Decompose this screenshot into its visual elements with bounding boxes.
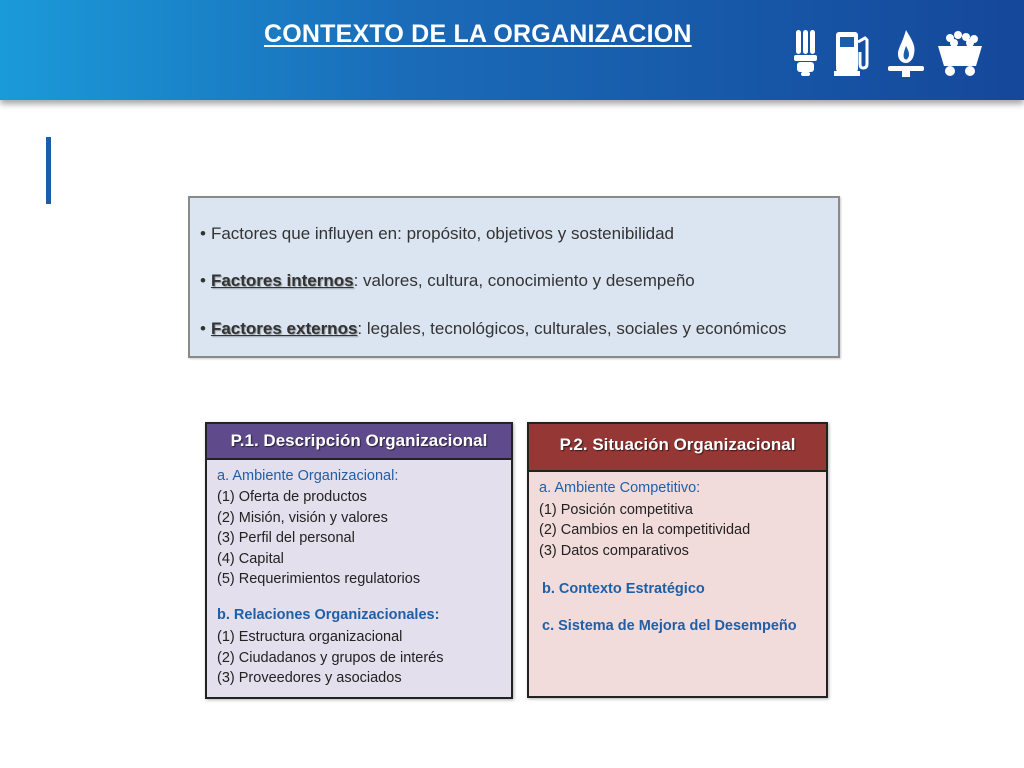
p1-item-b1: (1) Estructura organizacional xyxy=(217,629,403,645)
factor-key: Factores internos xyxy=(210,271,354,290)
p2-item-a2: (2) Cambios en la competitividad xyxy=(539,522,751,538)
light-bulb-icon xyxy=(790,28,820,78)
p1-item-a5: (5) Requerimientos regulatorios xyxy=(217,571,421,587)
p1-title: P.1. Descripción Organizacional xyxy=(207,424,511,460)
page-title: CONTEXTO DE LA ORGANIZACION xyxy=(264,20,692,48)
p1-item-a2: (2) Misión, visión y valores xyxy=(217,510,388,526)
p1-item-b3: (3) Proveedores y asociados xyxy=(217,670,402,686)
p2-section-c: c. Sistema de Mejora del Desempeño xyxy=(542,618,797,634)
bullet: • xyxy=(200,319,206,338)
p2-item-a3: (3) Datos comparativos xyxy=(539,543,689,559)
p1-item-a4: (4) Capital xyxy=(217,551,284,567)
bullet: • xyxy=(200,271,206,290)
p2-title: P.2. Situación Organizacional xyxy=(529,424,826,472)
factor-text: : valores, cultura, conocimiento y desempeño xyxy=(353,271,695,290)
gas-flame-icon xyxy=(886,28,926,78)
fuel-pump-icon xyxy=(832,28,874,78)
p1-section-a: a. Ambiente Organizacional: xyxy=(217,468,399,484)
factor-text: Factores que influyen en: propósito, objetivos y sostenibilidad xyxy=(210,224,675,243)
p1-card xyxy=(205,422,513,699)
factor-text: : legales, tecnológicos, culturales, sociales y económicos xyxy=(357,319,787,338)
coal-cart-icon xyxy=(936,28,984,78)
p2-section-b: b. Contexto Estratégico xyxy=(542,581,705,597)
bullet: • xyxy=(200,224,206,243)
factor-key: Factores externos xyxy=(210,319,358,338)
p2-section-a: a. Ambiente Competitivo: xyxy=(539,480,701,496)
p2-card xyxy=(527,422,828,698)
p2-item-a1: (1) Posición competitiva xyxy=(539,502,693,518)
p1-item-a3: (3) Perfil del personal xyxy=(217,530,355,546)
header-banner xyxy=(0,0,1024,100)
factors-box xyxy=(188,196,840,358)
p1-item-b2: (2) Ciudadanos y grupos de interés xyxy=(217,650,444,666)
factor-item-external xyxy=(200,319,786,339)
decorative-side-bar xyxy=(46,137,51,204)
p1-item-a1: (1) Oferta de productos xyxy=(217,489,367,505)
p1-section-b: b. Relaciones Organizacionales: xyxy=(217,607,440,623)
factor-item-internal xyxy=(200,271,695,291)
factor-item-general xyxy=(200,224,674,244)
